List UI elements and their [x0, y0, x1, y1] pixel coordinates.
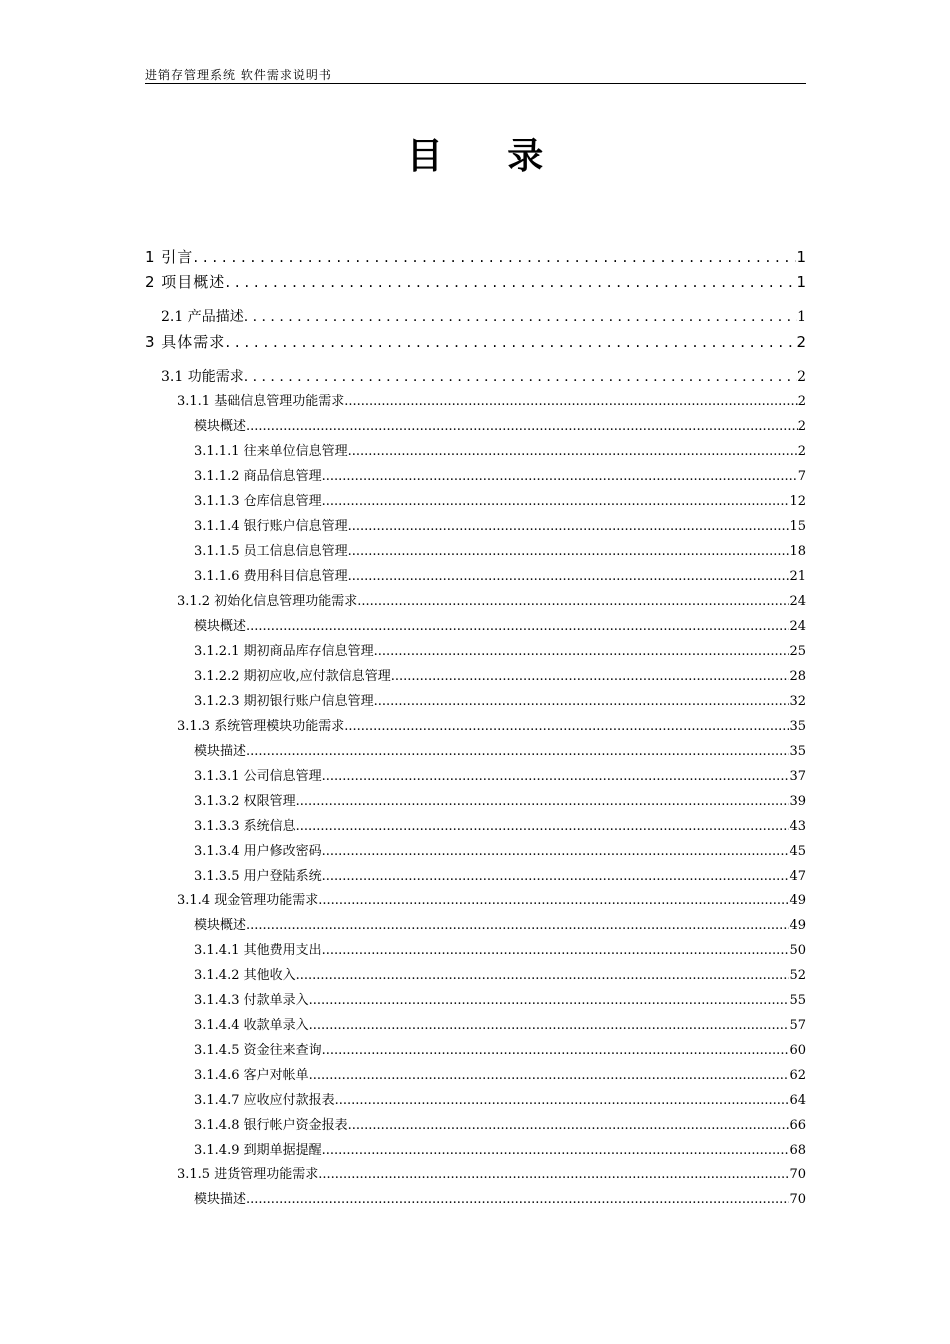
toc-entry-label: 3.1.3.3 系统信息 [194, 819, 296, 834]
toc-entry-3-1-4-1[interactable] [194, 939, 806, 958]
toc-entry-label: 3.1.4.9 到期单据提醒 [194, 1143, 322, 1158]
toc-entry-3-1-4-5[interactable] [194, 1039, 806, 1058]
toc-page-number: 15 [789, 519, 806, 534]
toc-entry-label: 2 项目概述 [145, 273, 226, 291]
toc-entry-label: 3.1.4.2 其他收入 [194, 968, 296, 983]
toc-leader-dots [322, 469, 798, 484]
toc-entry-2-1[interactable] [161, 306, 806, 326]
toc-entry-label: 3.1.4.1 其他费用支出 [194, 943, 322, 958]
toc-entry-3[interactable] [145, 331, 806, 352]
toc-leader-dots [322, 1143, 790, 1158]
toc-leader-dots [348, 519, 790, 534]
toc-entry-label: 3.1.4.8 银行帐户资金报表 [194, 1118, 348, 1133]
toc-page-number: 43 [789, 819, 806, 834]
toc-page-number: 1 [796, 273, 806, 291]
toc-page-number: 12 [789, 494, 806, 509]
toc-entry-2[interactable] [145, 271, 806, 292]
toc-entry-label: 3.1.4.5 资金往来查询 [194, 1043, 322, 1058]
toc-entry-3-1-2[interactable] [177, 590, 806, 609]
toc-leader-dots [344, 394, 798, 409]
toc-entry-3-1-3-2[interactable] [194, 790, 806, 809]
toc-leader-dots [391, 669, 790, 684]
toc-entry-3-1-3-1[interactable] [194, 765, 806, 784]
toc-page-number: 60 [789, 1043, 806, 1058]
toc-entry-label: 3.1.3.2 权限管理 [194, 794, 296, 809]
toc-leader-dots [322, 844, 790, 859]
toc-entry-module-overview[interactable] [194, 615, 806, 634]
toc-entry-label: 3.1.2.1 期初商品库存信息管理 [194, 644, 374, 659]
toc-leader-dots [344, 719, 789, 734]
toc-page-number: 1 [797, 309, 806, 325]
toc-entry-3-1-4-7[interactable] [194, 1089, 806, 1108]
toc-entry-module-overview[interactable] [194, 914, 806, 933]
toc-page-number: 49 [789, 918, 806, 933]
toc-entry-label: 3.1.4.3 付款单录入 [194, 993, 309, 1008]
toc-entry-3-1-3-5[interactable] [194, 865, 806, 884]
toc-page-number: 64 [789, 1093, 806, 1108]
toc-entry-label: 3.1.4 现金管理功能需求 [177, 893, 319, 908]
toc-leader-dots [309, 993, 790, 1008]
toc-leader-dots [246, 419, 798, 434]
toc-page-number: 21 [789, 569, 806, 584]
toc-entry-1[interactable] [145, 246, 806, 267]
toc-leader-dots [318, 1167, 789, 1182]
toc-page-number: 52 [789, 968, 806, 983]
toc-leader-dots [246, 918, 789, 933]
toc-entry-3-1-3-4[interactable] [194, 840, 806, 859]
toc-leader-dots [309, 1068, 790, 1083]
toc-leader-dots [246, 619, 789, 634]
toc-page-number: 18 [789, 544, 806, 559]
toc-page-number: 35 [789, 719, 806, 734]
toc-entry-label: 3.1.2.2 期初应收,应付款信息管理 [194, 669, 391, 684]
toc-entry-label: 模块描述 [194, 744, 247, 759]
toc-entry-label: 3.1.1.3 仓库信息管理 [194, 494, 322, 509]
toc-page-number: 47 [789, 869, 806, 884]
toc-entry-3-1-1[interactable] [177, 390, 806, 409]
toc-page-number: 25 [789, 644, 806, 659]
toc-entry-label: 3.1.3.4 用户修改密码 [194, 844, 322, 859]
toc-page-number: 24 [789, 594, 806, 609]
toc-entry-label: 模块概述 [194, 419, 247, 434]
toc-page-number: 28 [789, 669, 806, 684]
page-header-text: 进销存管理系统 软件需求说明书 [145, 68, 332, 82]
toc-page-number: 49 [789, 893, 806, 908]
header-rule [145, 83, 806, 84]
page-title: 目 录 [406, 136, 570, 177]
toc-entry-3-1-3-3[interactable] [194, 815, 806, 834]
toc-page-number: 66 [789, 1118, 806, 1133]
toc-page-number: 2 [797, 394, 806, 409]
toc-entry-3-1-1-6[interactable] [194, 565, 806, 584]
toc-leader-dots [225, 333, 796, 351]
toc-entry-label: 1 引言 [145, 248, 194, 266]
toc-page-number: 2 [796, 333, 806, 351]
toc-entry-label: 3.1.4.6 客户对帐单 [194, 1068, 309, 1083]
toc-entry-module-description[interactable] [194, 1188, 806, 1207]
toc-leader-dots [322, 869, 790, 884]
toc-entry-3-1-2-1[interactable] [194, 640, 806, 659]
toc-entry-label: 3.1.4.7 应收应付款报表 [194, 1093, 335, 1108]
toc-leader-dots [335, 1093, 790, 1108]
toc-page-number: 32 [789, 694, 806, 709]
toc-entry-3-1-1-1[interactable] [194, 440, 806, 459]
toc-entry-3-1-4-2[interactable] [194, 964, 806, 983]
toc-entry-3-1-5[interactable] [177, 1163, 806, 1182]
toc-entry-label: 3.1.3.1 公司信息管理 [194, 769, 322, 784]
toc-entry-label: 3.1 功能需求 [161, 369, 244, 385]
toc-entry-label: 3.1.1 基础信息管理功能需求 [177, 394, 345, 409]
toc-page-number: 37 [789, 769, 806, 784]
toc-entry-label: 3.1.1.6 费用科目信息管理 [194, 569, 348, 584]
toc-entry-label: 模块描述 [194, 1192, 247, 1207]
toc-page-number: 39 [789, 794, 806, 809]
toc-leader-dots [296, 819, 790, 834]
toc-page-number: 55 [789, 993, 806, 1008]
toc-entry-label: 3.1.5 进货管理功能需求 [177, 1167, 319, 1182]
toc-entry-3-1-1-2[interactable] [194, 465, 806, 484]
toc-leader-dots [322, 1043, 790, 1058]
toc-entry-3-1-1-5[interactable] [194, 540, 806, 559]
toc-page-number: 1 [796, 248, 806, 266]
toc-leader-dots [348, 544, 790, 559]
toc-entry-label: 3.1.3 系统管理模块功能需求 [177, 719, 345, 734]
toc-entry-3-1-4[interactable] [177, 889, 806, 908]
toc-entry-3-1[interactable] [161, 366, 806, 386]
toc-entry-label: 2.1 产品描述 [161, 309, 244, 325]
toc-page-number: 70 [789, 1167, 806, 1182]
toc-entry-3-1-1-3[interactable] [194, 490, 806, 509]
toc-entry-label: 模块概述 [194, 619, 247, 634]
toc-entry-module-overview[interactable] [194, 415, 806, 434]
toc-leader-dots [322, 494, 790, 509]
toc-leader-dots [374, 694, 790, 709]
toc-page-number: 70 [789, 1192, 806, 1207]
toc-entry-label: 模块概述 [194, 918, 247, 933]
toc-page-number: 2 [797, 369, 806, 385]
toc-entry-3-1-1-4[interactable] [194, 515, 806, 534]
toc-leader-dots [309, 1018, 790, 1033]
toc-leader-dots [348, 444, 798, 459]
toc-leader-dots [246, 1192, 789, 1207]
toc-entry-label: 3.1.1.5 员工信息信息管理 [194, 544, 348, 559]
toc-entry-3-1-4-9[interactable] [194, 1139, 806, 1158]
toc-entry-label: 3.1.1.4 银行账户信息管理 [194, 519, 348, 534]
toc-entry-label: 3.1.3.5 用户登陆系统 [194, 869, 322, 884]
toc-leader-dots [296, 794, 790, 809]
toc-leader-dots [322, 943, 790, 958]
toc-entry-label: 3.1.2 初始化信息管理功能需求 [177, 594, 358, 609]
toc-entry-3-1-4-8[interactable] [194, 1114, 806, 1133]
toc-page-number: 35 [789, 744, 806, 759]
toc-page-number: 2 [797, 444, 806, 459]
toc-leader-dots [374, 644, 790, 659]
toc-entry-label: 3.1.1.2 商品信息管理 [194, 469, 322, 484]
toc-leader-dots [225, 273, 796, 291]
toc-page-number: 45 [789, 844, 806, 859]
toc-entry-3-1-4-4[interactable] [194, 1014, 806, 1033]
toc-leader-dots [296, 968, 790, 983]
toc-page-number: 62 [789, 1068, 806, 1083]
toc-entry-3-1-2-3[interactable] [194, 690, 806, 709]
toc-leader-dots [348, 569, 790, 584]
toc-entry-3-1-3[interactable] [177, 715, 806, 734]
toc-entry-label: 3.1.1.1 往来单位信息管理 [194, 444, 348, 459]
toc-entry-module-description[interactable] [194, 740, 806, 759]
toc-leader-dots [348, 1118, 790, 1133]
toc-leader-dots [318, 893, 789, 908]
toc-leader-dots [244, 309, 797, 325]
toc-page-number: 50 [789, 943, 806, 958]
toc-leader-dots [322, 769, 790, 784]
toc-page-number: 7 [797, 469, 806, 484]
toc-leader-dots [244, 369, 797, 385]
toc-page-number: 2 [797, 419, 806, 434]
toc-leader-dots [357, 594, 789, 609]
toc-page-number: 57 [789, 1018, 806, 1033]
toc-entry-label: 3 具体需求 [145, 333, 226, 351]
toc-entry-3-1-2-2[interactable] [194, 665, 806, 684]
toc-entry-label: 3.1.2.3 期初银行账户信息管理 [194, 694, 374, 709]
toc-entry-label: 3.1.4.4 收款单录入 [194, 1018, 309, 1033]
toc-page-number: 24 [789, 619, 806, 634]
toc-leader-dots [193, 248, 796, 266]
toc-entry-3-1-4-3[interactable] [194, 989, 806, 1008]
toc-page-number: 68 [789, 1143, 806, 1158]
toc-leader-dots [246, 744, 789, 759]
toc-entry-3-1-4-6[interactable] [194, 1064, 806, 1083]
